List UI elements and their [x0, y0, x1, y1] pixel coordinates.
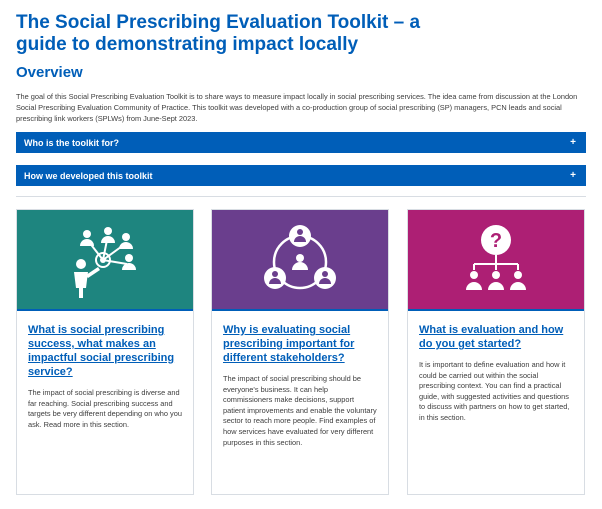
card-grid	[16, 209, 586, 495]
card-description: The impact of social prescribing is diverse and far reaching. Social prescribing success and targets be very different depending on who you ask. Read more in this section.	[28, 388, 182, 429]
card-image	[17, 210, 193, 311]
card-title-link[interactable]: What is evaluation and how do you get started?	[419, 324, 564, 350]
divider	[16, 196, 586, 197]
card-image	[212, 210, 388, 311]
intro-paragraph: The goal of this Social Prescribing Evaluation Toolkit is to share ways to measure impact locally in social prescribing services. The idea came from discussion at the London Social Prescribing Evaluation Community of Practice. This toolkit was developed with a co-production group of social prescribing (SP) managers, PCN leads and social prescribing link workers (SPLWs) from June-Sept 2023.	[16, 92, 578, 123]
card-title-link[interactable]: Why is evaluating social prescribing important for different stakeholders?	[223, 324, 355, 364]
card-description: It is important to define evaluation and how it could be carried out within the social prescribing context. You can find a practical guide, with suggested activities and questions to discuss with partners on how to get started, in this section.	[419, 360, 570, 422]
card-description: The impact of social prescribing should be everyone's business. It can help commissioners make decisions, support patient improvements and enable the voluntary sector to reach more people. Find examples of how services have evaluated for very different purposes in this section.	[223, 374, 377, 447]
plus-icon: +	[570, 170, 576, 181]
plus-icon: +	[570, 137, 576, 148]
overview-heading: Overview	[16, 64, 83, 81]
card-image	[408, 210, 584, 311]
card-title-link[interactable]: What is social prescribing success, what makes an impactful social prescribing service?	[28, 324, 175, 378]
question-group-icon	[456, 220, 536, 300]
person-network-icon	[65, 220, 145, 300]
page-title: The Social Prescribing Evaluation Toolkit – a guide to demonstrating impact locally	[16, 12, 421, 55]
stakeholder-circle-icon	[260, 220, 340, 300]
accordion-label: Who is the toolkit for?	[24, 137, 119, 148]
card-why-evaluate	[211, 209, 389, 495]
card-success	[16, 209, 194, 495]
page-content	[16, 0, 586, 495]
card-get-started	[407, 209, 585, 495]
accordion-how-we-developed[interactable]	[16, 165, 586, 186]
accordion-label: How we developed this toolkit	[24, 170, 153, 181]
svg-text:?: ?	[489, 229, 503, 252]
accordion-who-is-toolkit-for[interactable]	[16, 132, 586, 153]
